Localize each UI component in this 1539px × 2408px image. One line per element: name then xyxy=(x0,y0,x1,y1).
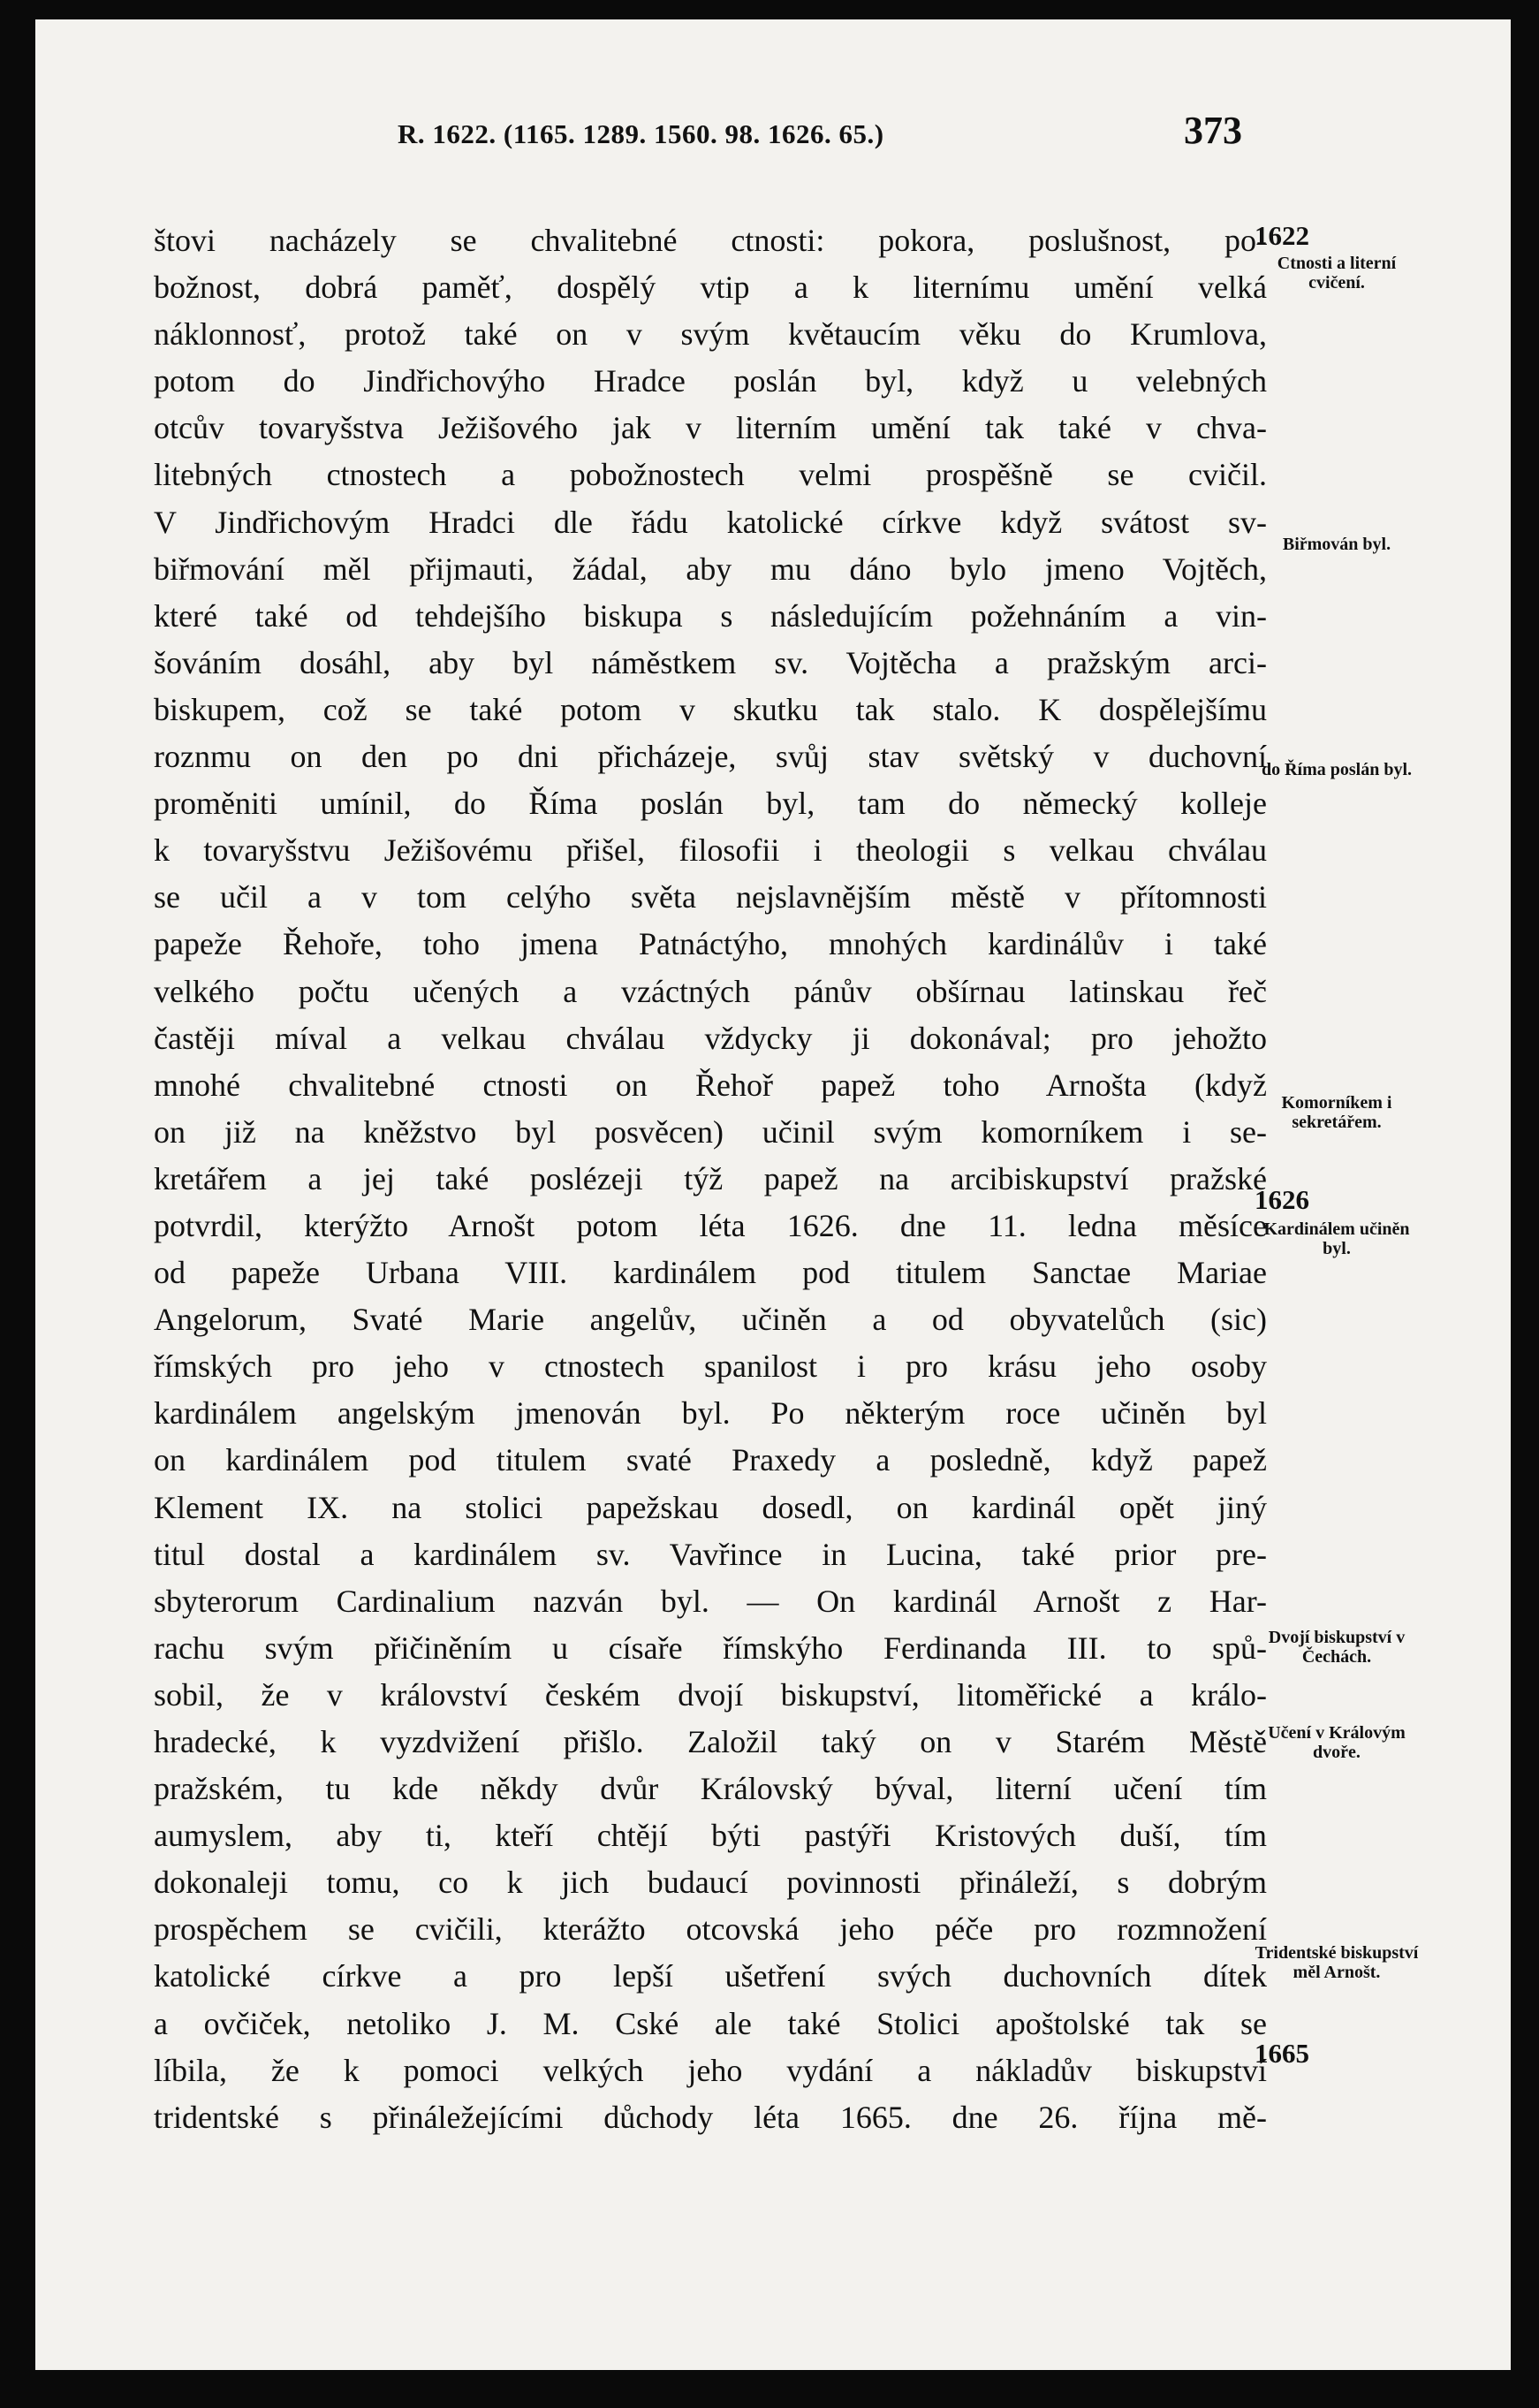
text-line: pražském, tu kde někdy dvůr Královský býval, literní učení tím xyxy=(154,1771,1267,1807)
text-line: on kardinálem pod titulem svaté Praxedy a posledně, když papež xyxy=(154,1442,1267,1478)
text-line: potvrdil, kterýžto Arnošt potom léta 1626. dne 11. ledna měsíce xyxy=(154,1207,1267,1243)
text-line: náklonnosť, protož také on v svým květaucím věku do Krumlova, xyxy=(154,316,1267,353)
text-line: hradecké, k vyzdvižení přišlo. Založil taký on v Starém Městě xyxy=(154,1724,1267,1759)
margin-note-birmovan: Biřmován byl. xyxy=(1282,535,1391,554)
text-line: titul dostal a kardinálem sv. Vavřince in Lucina, také prior pre- xyxy=(154,1536,1267,1572)
text-line: líbila, že k pomoci velkých jeho vydání a nákladův biskupství xyxy=(154,2052,1267,2088)
text-line: častěji míval a velkau chválau vždycky ji dokonával; pro jehožto xyxy=(154,1020,1267,1056)
text-line: on již na kněžstvo byl posvěcen) učinil svým komorníkem i se- xyxy=(154,1113,1267,1150)
text-line: aumyslem, aby ti, kteří chtějí býti pastýři Kristových duší, tím xyxy=(154,1818,1267,1854)
text-line: Angelorum, Svaté Marie angelův, učiněn a od obyvatelůch (sic) xyxy=(154,1302,1267,1338)
margin-note-tridentske: Tridentské biskupství měl Arnošt. xyxy=(1255,1943,1419,1982)
text-line: mnohé chvalitebné ctnosti on Řehoř papež toho Arnošta (když xyxy=(154,1067,1267,1103)
text-line: litebných ctnostech a pobožnostech velmi prospěšně se cvičil. xyxy=(154,457,1267,493)
text-line: šováním dosáhl, aby byl náměstkem sv. Vojtěcha a pražským arci- xyxy=(154,644,1267,680)
text-line: tridentské s přináležejícími důchody léta 1665. dne 26. října mě- xyxy=(154,2099,1267,2135)
running-header: R. 1622. (1165. 1289. 1560. 98. 1626. 65.) xyxy=(398,118,884,149)
text-line: božnost, dobrá paměť, dospělý vtip a k liternímu umění velká xyxy=(154,270,1267,306)
text-line: od papeže Urbana VIII. kardinálem pod titulem Sanctae Mariae xyxy=(154,1255,1267,1291)
text-line: se učil a v tom celýho světa nejslavnějším městě v přítomnosti xyxy=(154,879,1267,915)
text-line: proměniti umínil, do Říma poslán byl, tam do německý kolleje xyxy=(154,786,1267,822)
text-line: otcův tovaryšstva Ježišového jak v literním umění tak také v chva- xyxy=(154,410,1267,446)
text-line: roznmu on den po dni přicházeje, svůj stav světský v duchovní xyxy=(154,739,1267,775)
text-line: velkého počtu učených a vzáctných pánův obšírnau latinskau řeč xyxy=(154,973,1267,1009)
text-line: katolické církve a pro lepší ušetření svých duchovních dítek xyxy=(154,1958,1267,1994)
text-line: potom do Jindřichovýho Hradce poslán byl, když u velebných xyxy=(154,363,1267,399)
text-line: dokonaleji tomu, co k jich budaucí povinnosti přináleží, s dobrým xyxy=(154,1865,1267,1901)
margin-note-uceni: Učení v Královým dvoře. xyxy=(1268,1723,1406,1762)
margin-year-1665: 1665 xyxy=(1255,2038,1309,2069)
margin-note-rima: do Říma poslán byl. xyxy=(1261,760,1413,779)
text-line: sbyterorum Cardinalium nazván byl. — On kardinál Arnošt z Har- xyxy=(154,1583,1267,1619)
text-line: papeže Řehoře, toho jmena Patnáctýho, mnohých kardinálův i také xyxy=(154,926,1267,962)
text-line: rachu svým přičiněním u císaře římskýho Ferdinanda III. to spů- xyxy=(154,1629,1267,1666)
margin-note-ctnosti: Ctnosti a literní cvičení. xyxy=(1277,254,1397,292)
text-line: které také od tehdejšího biskupa s následujícím požehnáním a vin- xyxy=(154,597,1267,634)
margin-note-kardinalem: Kardinálem učiněn byl. xyxy=(1263,1219,1410,1258)
margin-year-1626: 1626 xyxy=(1255,1184,1309,1215)
text-line: a ovčiček, netoliko J. M. Cské ale také Stolici apoštolské tak se xyxy=(154,2005,1267,2041)
text-line: štovi nacházely se chvalitebné ctnosti: pokora, poslušnost, po- xyxy=(154,223,1267,258)
text-line: biřmování měl přijmauti, žádal, aby mu dáno bylo jmeno Vojtěch, xyxy=(154,551,1267,587)
book-page xyxy=(35,19,1511,2370)
text-line: sobil, že v království českém dvojí biskupství, litoměřické a králo- xyxy=(154,1676,1267,1713)
text-line: V Jindřichovým Hradci dle řádu katolické církve když svátost sv- xyxy=(154,504,1267,540)
text-line: Klement IX. na stolici papežskau dosedl, on kardinál opět jiný xyxy=(154,1489,1267,1525)
text-line: římských pro jeho v ctnostech spanilost i pro krásu jeho osoby xyxy=(154,1348,1267,1385)
page-number: 373 xyxy=(1184,109,1242,152)
text-line: kretářem a jej také poslézeji týž papež na arcibiskupství pražské xyxy=(154,1160,1267,1196)
margin-note-biskupstvi: Dvojí biskupství v Čechách. xyxy=(1268,1628,1406,1667)
text-line: k tovaryšstvu Ježišovému přišel, filosofii i theologii s velkau chválau xyxy=(154,832,1267,869)
margin-year-1622: 1622 xyxy=(1255,220,1309,251)
body-text xyxy=(154,217,1267,2141)
text-line: biskupem, což se také potom v skutku tak stalo. K dospělejšímu xyxy=(154,691,1267,727)
text-line: kardinálem angelským jmenován byl. Po některým roce učiněn byl xyxy=(154,1395,1267,1432)
text-line: prospěchem se cvičili, kterážto otcovská jeho péče pro rozmnožení xyxy=(154,1911,1267,1948)
margin-note-komornikem: Komorníkem i sekretářem. xyxy=(1281,1093,1392,1132)
